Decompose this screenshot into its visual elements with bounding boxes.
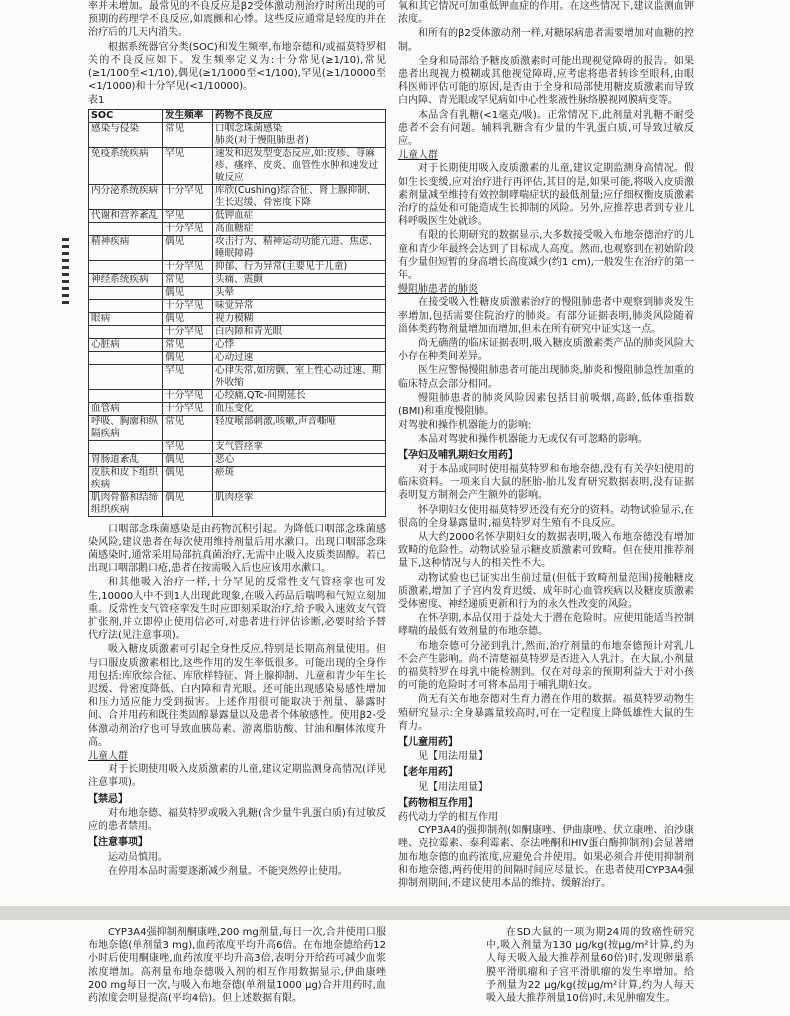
table-cell-reaction: 库欣(Cushing)综合征、肾上腺抑制、生长迟缓、骨密度下降 xyxy=(213,184,386,209)
table-cell-soc: 呼吸、胸廓和纵隔疾病 xyxy=(89,415,163,440)
child-population-text: 对于长期使用吸入皮质激素的儿童,建议定期监测身高情况(详见注意事项)。 xyxy=(88,764,386,789)
pregnancy-paragraph-3: 从大约2000名怀孕期妇女的数据表明,吸入布地奈德没有增加致畸的危险性。动物试验显示糖皮质激素可致畸。但在使用推荐剂量下,这种情况与人的相关性不大。 xyxy=(398,531,694,570)
pregnancy-paragraph-4: 动物试验也已证实出生前过量(但低于致畸剂量范围)接触糖皮质激素,增加了子宫内发育迟缓、成年时心血管疾病以及糖皮质激素受体密度、神经递质更新和行为的永久性改变的风险。 xyxy=(398,572,694,610)
table-cell-soc: 肌肉骨骼和结缔组织疾病 xyxy=(89,491,163,516)
pediatric-use-heading: 【儿童用药】 xyxy=(398,736,458,748)
copd-paragraph-1: 在接受吸入性糖皮质激素治疗的慢阻肺患者中观察到肺炎发生率增加,包括需要住院治疗的肺炎。有部分证据表明,肺炎风险随着甾体类药物剂量增加而增加,但未在所有研究中证实这一点。 xyxy=(398,297,694,335)
table-cell-reaction: 视力模糊 xyxy=(213,312,386,325)
visual-disturbance-paragraph: 全身和局部给予糖皮质激素时可能出现视觉障碍的报告。如果患者出现视力模糊或其他视觉障碍,应考虑将患者转诊至眼科,由眼科医师评估可能的原因,是否由于全身和局部使用糖皮质激素而导致白内障、青光眼或罕见病如中心性浆液性脉络膜视网膜病变等。 xyxy=(398,55,694,107)
pregnancy-paragraph-1: 对于本品或同时使用福莫特罗和布地奈德,没有有关孕妇使用的临床资料。一项来自大鼠的胚胎-胎儿发育研究数据表明,没有证据表明复方制剂会产生额外的影响。 xyxy=(398,463,694,502)
table-cell-frequency: 常见 xyxy=(163,338,213,351)
pregnancy-heading: 【孕妇及哺乳期妇女用药】 xyxy=(398,449,518,461)
table-cell-frequency: 罕见 xyxy=(163,364,213,389)
table-cell-reaction: 血压变化 xyxy=(213,402,386,415)
intro-continuation: 率并未增加。最常见的不良反应是β2受体激动剂治疗时所出现的可预期的药理学不良反应,如震颤和心悸。这些反应通常是轻度的并在治疗后的几天内消失。 xyxy=(88,1,386,39)
table-cell-reaction: 速发和迟发型变态反应,如:皮疹、荨麻疹、瘙痒、皮炎、血管性水肿和速发过敏反应 xyxy=(213,147,386,184)
table-cell-soc: 血管病 xyxy=(89,402,163,415)
table-cell-reaction: 口咽念珠菌感染 肺炎(对于慢阻肺患者) xyxy=(213,122,386,147)
table-cell-frequency: 十分罕见 xyxy=(163,222,213,235)
table-header-row xyxy=(89,109,386,122)
table-cell-frequency: 常见 xyxy=(163,273,213,286)
hypokalemia-continuation: 氧和其它情况可加重低钾血症的作用。在这些情况下,建议监测血钾浓度。 xyxy=(398,1,694,26)
table-cell-frequency: 偶见 xyxy=(163,312,213,325)
table-cell-frequency: 偶见 xyxy=(163,351,213,364)
table-row xyxy=(89,491,386,516)
pediatric-use-text: 见【用法用量】 xyxy=(418,751,488,763)
right-child-heading: 儿童人群 xyxy=(398,150,438,162)
precautions-heading: 【注意事项】 xyxy=(88,837,148,849)
table-cell-soc xyxy=(89,260,163,273)
table-cell-soc: 皮肤和皮下组织疾病 xyxy=(89,466,163,491)
table-cell-reaction: 心动过速 xyxy=(213,351,386,364)
table-cell-frequency: 偶见 xyxy=(163,235,213,260)
table-row xyxy=(89,389,386,402)
table-cell-soc: 代谢和营养紊乱 xyxy=(89,209,163,222)
copd-paragraph-2: 尚无确凿的临床证据表明,吸入糖皮质激素类产品的肺炎风险大小存在种类间差异。 xyxy=(398,338,694,363)
geriatric-use-text: 见【用法用量】 xyxy=(418,781,488,793)
table-cell-soc xyxy=(89,389,163,402)
child-population-heading: 儿童人群 xyxy=(88,751,128,763)
table-row xyxy=(89,147,386,184)
table-cell-reaction: 头晕 xyxy=(213,286,386,299)
table-cell-reaction: 恶心 xyxy=(213,453,386,466)
table-cell-soc xyxy=(89,440,163,453)
table-cell-reaction: 白内障和青光眼 xyxy=(213,325,386,338)
table-row xyxy=(89,184,386,209)
table-cell-reaction: 支气管痉挛 xyxy=(213,440,386,453)
geriatric-use-heading: 【老年用药】 xyxy=(398,767,458,779)
table-cell-frequency: 常见 xyxy=(163,122,213,147)
table-cell-reaction: 瘀斑 xyxy=(213,466,386,491)
table-cell-frequency: 常见 xyxy=(163,415,213,440)
table-cell-soc xyxy=(89,286,163,299)
driving-heading: 对驾驶和操作机器能力的影响: xyxy=(398,420,532,432)
pregnancy-paragraph-6: 布地奈德可分泌到乳汁,然而,治疗剂量的布地奈德预计对乳儿不会产生影响。尚不清楚福莫特罗是否进入人乳汁。在大鼠,小剂量的福莫特罗在母乳中能检测到。仅在对母亲的预期利益大于对小孩的可能的危险时才可将本品用于哺乳期妇女。 xyxy=(398,640,694,692)
diabetes-paragraph: 和所有的β2受体激动剂一样,对糖尿病患者需要增加对血糖的控制。 xyxy=(398,28,694,53)
table-row xyxy=(89,222,386,235)
table-row xyxy=(89,122,386,147)
table-cell-soc xyxy=(89,299,163,312)
bronchospasm-paragraph: 和其他吸入治疗一样,十分罕见的反常性支气管痉挛也可发生,10000人中不到1人出现此现象,在吸入药品后喘鸣和气短立刻加重。反常性支气管痉挛发生时应即刻采取治疗,给予吸入速效支气管扩张剂,并立即停止使用信必可,对患者进行评估诊断,必要时给予替代疗法(见注意事项)。 xyxy=(88,577,386,642)
table-cell-soc xyxy=(89,325,163,338)
table-row xyxy=(89,453,386,466)
candida-paragraph: 口咽部念珠菌感染是由药物沉积引起。为降低口咽部念珠菌感染风险,建议患者在每次使用维持剂量后用水漱口。出现口咽部念珠菌感染时,通常采用局部抗真菌治疗,无需中止吸入皮质类固醇。若已出现口咽部鹅口疮,患者在按需吸入后也应该用水漱口。 xyxy=(88,523,386,575)
scan-registration-marks xyxy=(62,238,69,308)
copd-pneumonia-heading: 慢阻肺患者的肺炎 xyxy=(398,284,478,296)
table-cell-frequency: 罕见 xyxy=(163,209,213,222)
table-row xyxy=(89,402,386,415)
table-cell-reaction: 抑郁、行为异常(主要见于儿童) xyxy=(213,260,386,273)
table-cell-reaction: 肌肉痉挛 xyxy=(213,491,386,516)
contraindications-heading: 【禁忌】 xyxy=(88,793,128,805)
left-column xyxy=(88,0,386,879)
frequency-definition: 根据系统器官分类(SOC)和发生频率,布地奈德和/或福莫特罗相关的不良反应如下。发生频率定义为:十分常见(≥1/10),常见(≥1/100至<1/10),偶见(≥1/1000至<1/100),罕见(≥1/10000至<1/1000)和十分罕见(<1/10000)。 xyxy=(88,41,386,93)
table-cell-reaction: 攻击行为、精神运动功能亢进、焦虑、睡眠障碍 xyxy=(213,235,386,260)
table-row xyxy=(89,415,386,440)
precautions-line-2: 在停用本品时需要逐渐减少剂量。不能突然停止使用。 xyxy=(108,865,348,877)
table-cell-reaction: 轻度喉部刺激,咳嗽,声音嘶哑 xyxy=(213,415,386,440)
right-column xyxy=(398,0,694,891)
table-cell-frequency: 偶见 xyxy=(163,491,213,516)
table-cell-frequency: 十分罕见 xyxy=(163,402,213,415)
table-cell-reaction: 心悸 xyxy=(213,338,386,351)
table-label: 表1 xyxy=(88,95,105,107)
table-cell-soc xyxy=(89,364,163,389)
table-row xyxy=(89,351,386,364)
table-row xyxy=(89,440,386,453)
page2-left-column xyxy=(88,926,386,1006)
table-cell-frequency: 十分罕见 xyxy=(163,299,213,312)
table-cell-reaction: 味觉异常 xyxy=(213,299,386,312)
precautions-line-1: 运动员慎用。 xyxy=(108,851,168,863)
carcinogenicity-paragraph: 在SD大鼠的一项为期24周的致癌性研究中,吸入剂量为130 μg/kg(按μg/m²计算,约为人每天吸入最大推荐剂量60倍)时,发现卵巢系膜平滑肌瘤和子宫平滑肌瘤的发生率增加。给予剂量为22 μg/kg(按μg/m²计算,约为人每天吸入最大推荐剂量10倍)时,未见肿瘤发生。 xyxy=(486,927,694,1005)
table-cell-frequency: 罕见 xyxy=(163,440,213,453)
table-cell-frequency: 偶见 xyxy=(163,466,213,491)
table-row xyxy=(89,235,386,260)
table-cell-soc xyxy=(89,351,163,364)
table-cell-reaction: 心绞痛,QTc-间期延长 xyxy=(213,389,386,402)
pregnancy-paragraph-7: 尚无有关布地奈德对生育力潜在作用的数据。福莫特罗动物生殖研究显示:全身暴露量较高时,可在一定程度上降低雄性大鼠的生育力。 xyxy=(398,694,694,732)
table-row xyxy=(89,260,386,273)
table-cell-frequency: 十分罕见 xyxy=(163,389,213,402)
table-cell-frequency: 偶见 xyxy=(163,286,213,299)
pk-interactions-subheading: 药代动力学的相互作用 xyxy=(398,811,498,823)
table-header-soc: SOC xyxy=(89,109,163,122)
table-cell-frequency: 偶见 xyxy=(163,453,213,466)
adverse-reactions-table xyxy=(88,109,386,517)
interactions-heading: 【药物相互作用】 xyxy=(398,797,478,809)
table-body xyxy=(89,122,386,516)
table-row xyxy=(89,312,386,325)
table-row xyxy=(89,466,386,491)
growth-monitoring-paragraph: 对于长期使用吸入皮质激素的儿童,建议定期监测身高情况。假如生长变缓,应对治疗进行再评估,其目的是,如果可能,将吸入皮质激素剂量减至维持有效控制哮喘症状的最低剂量;应仔细权衡皮质激素治疗的益处和可能造成生长抑制的风险。另外,应推荐患者到专业儿科呼吸医生处就诊。 xyxy=(398,163,694,228)
cyp3a4-paragraph: CYP3A4的强抑制剂(如酮康唑、伊曲康唑、伏立康唑、泊沙康唑、克拉霉素、泰利霉素、奈法唑酮和HIV蛋白酶抑制剂)会显著增加布地奈德的血药浓度,应避免合并使用。如果必须合并使用抑制剂和布地奈德,两药使用的间隔时间应尽量长。在患者使用CYP3A4强抑制剂期间,不建议使用本品的维持、缓解治疗。 xyxy=(398,825,694,889)
table-cell-reaction: 心律失常,如房颤、室上性心动过速、期外收缩 xyxy=(213,364,386,389)
table-cell-frequency: 十分罕见 xyxy=(163,184,213,209)
table-row xyxy=(89,299,386,312)
table-header-reaction: 药物不良反应 xyxy=(213,109,386,122)
driving-text: 本品对驾驶和操作机器能力无或仅有可忽略的影响。 xyxy=(418,433,648,445)
table-row xyxy=(89,273,386,286)
table-row xyxy=(89,209,386,222)
table-cell-soc: 内分泌系统疾病 xyxy=(89,184,163,209)
growth-study-paragraph: 有限的长期研究的数据显示,大多数接受吸入布地奈德治疗的儿童和青少年最终会达到了目标成人高度。然而,也观察到在初始阶段有少量但短暂的身高增长高度减少(约1 cm),一般发生在治疗的第一年。 xyxy=(398,230,694,282)
copd-paragraph-3: 医生应警惕慢阻肺患者可能出现肺炎,肺炎和慢阻肺急性加重的临床特点会部分相同。 xyxy=(398,365,694,390)
table-row xyxy=(89,286,386,299)
contraindications-text: 对布地奈德、福莫特罗或吸入乳糖(含少量牛乳蛋白质)有过敏反应的患者禁用。 xyxy=(88,807,386,833)
table-cell-soc xyxy=(89,222,163,235)
table-cell-soc: 眼病 xyxy=(89,312,163,325)
page2-right-column xyxy=(486,926,694,1006)
ketoconazole-paragraph: CYP3A4强抑制剂酮康唑,200 mg剂量,每日一次,合并使用口服布地奈德(单剂量3 mg),血药浓度平均升高6倍。在布地奈德给药12小时后使用酮康唑,血药浓度平均升高3倍,表明分开给药可减少血浆浓度增加。高剂量布地奈德吸入剂的相互作用数据显示,伊曲康唑200 mg每日一次,与吸入布地奈德(单剂量1000 μg)合并用药时,血药浓度会明显提高(平均4倍)。但上述数据有限。 xyxy=(88,927,386,1005)
lactose-paragraph: 本品含有乳糖(<1毫克/吸)。正常情况下,此剂量对乳糖不耐受患者不会有问题。辅料乳糖含有少量的牛乳蛋白质,可导致过敏反应。 xyxy=(398,109,694,148)
table-cell-reaction: 高血糖症 xyxy=(213,222,386,235)
copd-paragraph-4: 慢阻肺患者的肺炎风险因素包括目前吸烟,高龄,低体重指数(BMI)和重度慢阻肺。 xyxy=(398,392,694,418)
table-cell-soc: 胃肠道紊乱 xyxy=(89,453,163,466)
systemic-effects-paragraph: 吸入糖皮质激素可引起全身性反应,特别是长期高剂量使用。但与口服皮质激素相比,这些作用的发生率低很多。可能出现的全身作用包括:库欣综合征、库欣样特征、肾上腺抑制、儿童和青少年生长迟缓、骨密度降低、白内障和青光眼。还可能出现感染易感性增加和压力适应能力受到损害。上述作用很可能取决于剂量、暴露时间、合并用药和既往类固醇暴露量以及患者个体敏感性。使用β2-受体激动剂治疗也可导致血胰岛素、游离脂肪酸、甘油和酮体浓度升高。 xyxy=(88,644,386,748)
table-cell-reaction: 头痛、震颤 xyxy=(213,273,386,286)
table-cell-frequency: 罕见 xyxy=(163,147,213,184)
table-cell-frequency: 十分罕见 xyxy=(163,260,213,273)
table-row xyxy=(89,338,386,351)
table-cell-soc: 神经系统疾病 xyxy=(89,273,163,286)
pregnancy-paragraph-5: 在怀孕期,本品仅用于益处大于潜在危险时。应使用能适当控制哮喘的最低有效剂量的布地奈德。 xyxy=(398,613,694,638)
table-row xyxy=(89,364,386,389)
pregnancy-paragraph-2: 怀孕期妇女使用福莫特罗还没有充分的资料。动物试验显示,在很高的全身暴露量时,福莫特罗对生殖有不良反应。 xyxy=(398,504,694,529)
table-row xyxy=(89,325,386,338)
table-cell-soc: 心脏病 xyxy=(89,338,163,351)
table-cell-soc: 感染与侵染 xyxy=(89,122,163,147)
table-header-frequency: 发生频率 xyxy=(163,109,213,122)
table-cell-frequency: 十分罕见 xyxy=(163,325,213,338)
table-cell-reaction: 低钾血症 xyxy=(213,209,386,222)
table-cell-soc: 精神疾病 xyxy=(89,235,163,260)
table-cell-soc: 免疫系统疾病 xyxy=(89,147,163,184)
